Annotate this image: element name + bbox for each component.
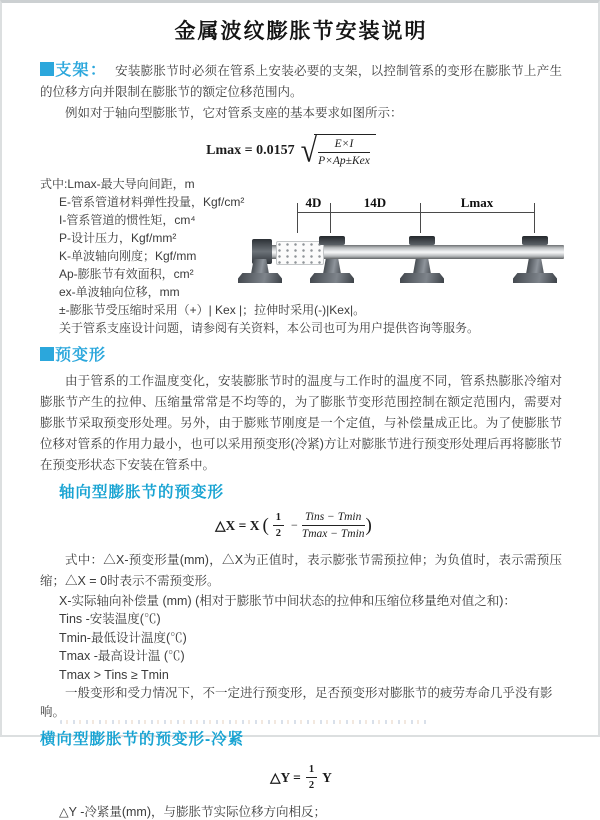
support-cap: [522, 236, 548, 245]
definition-line: ±-膨胀节受压缩时采用（+）| Kex |；拉伸时采用(-)|Kex|。: [59, 302, 366, 317]
definition-line: P-设计压力，Kgf/mm²: [59, 230, 177, 245]
support-neck: [413, 259, 431, 274]
axial-symbol-lines: [40, 592, 562, 722]
support-intro-text: 安装膨胀节时必须在管系上安装必要的支架，以控制管系的变形在膨胀节上产生的位移方向并限制在膨胀节的额定位移范围内。: [40, 64, 562, 99]
radical-sign-icon: √: [300, 131, 318, 170]
support-base: [513, 273, 557, 283]
support-cap: [319, 236, 345, 245]
lateral-formula-rhs: Y: [322, 769, 332, 785]
support-neck: [526, 259, 544, 274]
pipe-support: [513, 236, 557, 284]
dim-label-14d: 14D: [363, 195, 387, 210]
preform-body-paragraph: 由于管系的工作温度变化，安装膨胀节时的温度与工作时的温度不同，管系热膨胀冷缩对膨胀节产生的拉伸、压缩量常常是不均等的，为了膨胀节变形范围控制在额定范围内，需要对膨胀节采取预变形处理。另外，由于膨账节刚度是一个定值，与补偿量成正比。为了使膨胀节位移对管系的作用力最小，也可以采用预变形(冷紧)方让对膨胀节进行预变形处理后再将膨胀节在预变形状态下安装在管系中。: [40, 373, 562, 472]
support-cap: [409, 236, 435, 245]
temp-fraction-denominator: Tmax − Tmin: [301, 528, 365, 541]
support-intro-paragraph: [40, 60, 562, 103]
faint-clipped-text: [60, 720, 428, 724]
support-example-line: 例如对于轴向型膨胀节，它对管系支座的基本要求如图所示：: [65, 106, 403, 120]
axial-line: Tmin-最低设计温度(℃): [59, 630, 187, 645]
definition-line: Ap-膨胀节有效面积，cm²: [59, 266, 194, 281]
half-denominator: 2: [308, 780, 315, 792]
axial-line: X-实际轴向补偿量 (mm) (相对于膨胀节中间状态的拉伸和压缩位移量绝对值之和)：: [59, 593, 516, 608]
support-base: [310, 273, 354, 283]
definition-line: ex-单波轴向位移，mm: [59, 284, 180, 299]
preform-section-header-line: [40, 345, 562, 367]
dimension-line: [297, 212, 535, 213]
definition-line: E-管系管道材料弹性投量，Kgf/cm²: [59, 194, 245, 209]
pipe-support-diagram: [250, 195, 568, 291]
dim-label-4d: 4D: [305, 195, 322, 210]
lateral-preform-subheader: 横向型膨胀节的预变形-冷紧: [40, 731, 245, 748]
axial-explain-paragraph: 式中：△X-预变形量(mm)，△X为正值时，表示膨张节需预拉伸；为负值时，表示需预压缩；△X = 0时表示不需预变形。: [40, 552, 562, 588]
lmax-formula-lhs: Lmax = 0.0157: [206, 143, 295, 159]
lateral-preform-formula: [40, 763, 562, 792]
definition-line: K-单波轴向刚度；Kgf/mm: [59, 248, 197, 263]
half-numerator: 1: [273, 511, 284, 526]
support-base: [400, 273, 444, 283]
axial-line: Tmax > Tins ≥ Tmin: [59, 667, 169, 682]
preform-section-header: 预变形: [55, 346, 107, 364]
lmax-formula: [30, 131, 552, 170]
support-section-header: 支架：: [55, 62, 108, 79]
axial-line: Tmax -最高设计温 (℃): [59, 649, 185, 663]
left-paren: (: [262, 515, 269, 537]
right-paren: ): [365, 515, 372, 537]
axial-line: 一般变形和受力情况下，不一定进行预变形，足否预变形对膨胀节的疲劳寿命几乎没有影响。: [40, 686, 553, 719]
pipe-support: [400, 236, 444, 284]
temp-fraction-numerator: Tins − Tmin: [302, 510, 365, 526]
support-base: [238, 273, 282, 283]
lateral-note-line: △Y -冷紧量(mm)，与膨胀节实际位移方向相反；: [59, 805, 327, 820]
dim-label-lmax: Lmax: [460, 195, 494, 210]
axial-formula-lhs: △X = X: [215, 517, 260, 533]
definition-line: I-管系管道的惯性矩，cm⁴: [59, 212, 196, 227]
pipe-support: [310, 236, 354, 284]
lmax-formula-numerator: E×I: [318, 137, 370, 153]
definition-line: 关于管系支座设计问题，请参阅有关资料，本公司也可为用户提供咨询等服务。: [59, 320, 480, 335]
blue-square-icon: [40, 62, 54, 76]
axial-line: Tins -安装温度(℃): [59, 612, 161, 626]
lateral-formula-lhs: △Y =: [270, 769, 301, 785]
blue-square-icon: [40, 347, 54, 361]
support-neck: [323, 259, 341, 274]
half-denominator: 2: [275, 528, 282, 540]
page-title: 金属波纹膨胀节安装说明: [174, 20, 428, 43]
support-neck: [251, 259, 269, 274]
lmax-formula-denominator: P×Ap±Kex: [318, 155, 370, 168]
axial-preform-formula: [32, 510, 554, 542]
half-numerator: 1: [306, 763, 317, 778]
definition-line: 式中:Lmax-最大导向间距，m: [40, 176, 195, 191]
axial-preform-subheader: 轴向型膨胀节的预变形: [59, 483, 225, 501]
pipe-support: [238, 236, 282, 284]
lmax-formula-radicand: [314, 134, 376, 169]
minus-operator: −: [291, 518, 298, 533]
page-content: [2, 15, 598, 820]
dimension-tick: [534, 203, 535, 233]
